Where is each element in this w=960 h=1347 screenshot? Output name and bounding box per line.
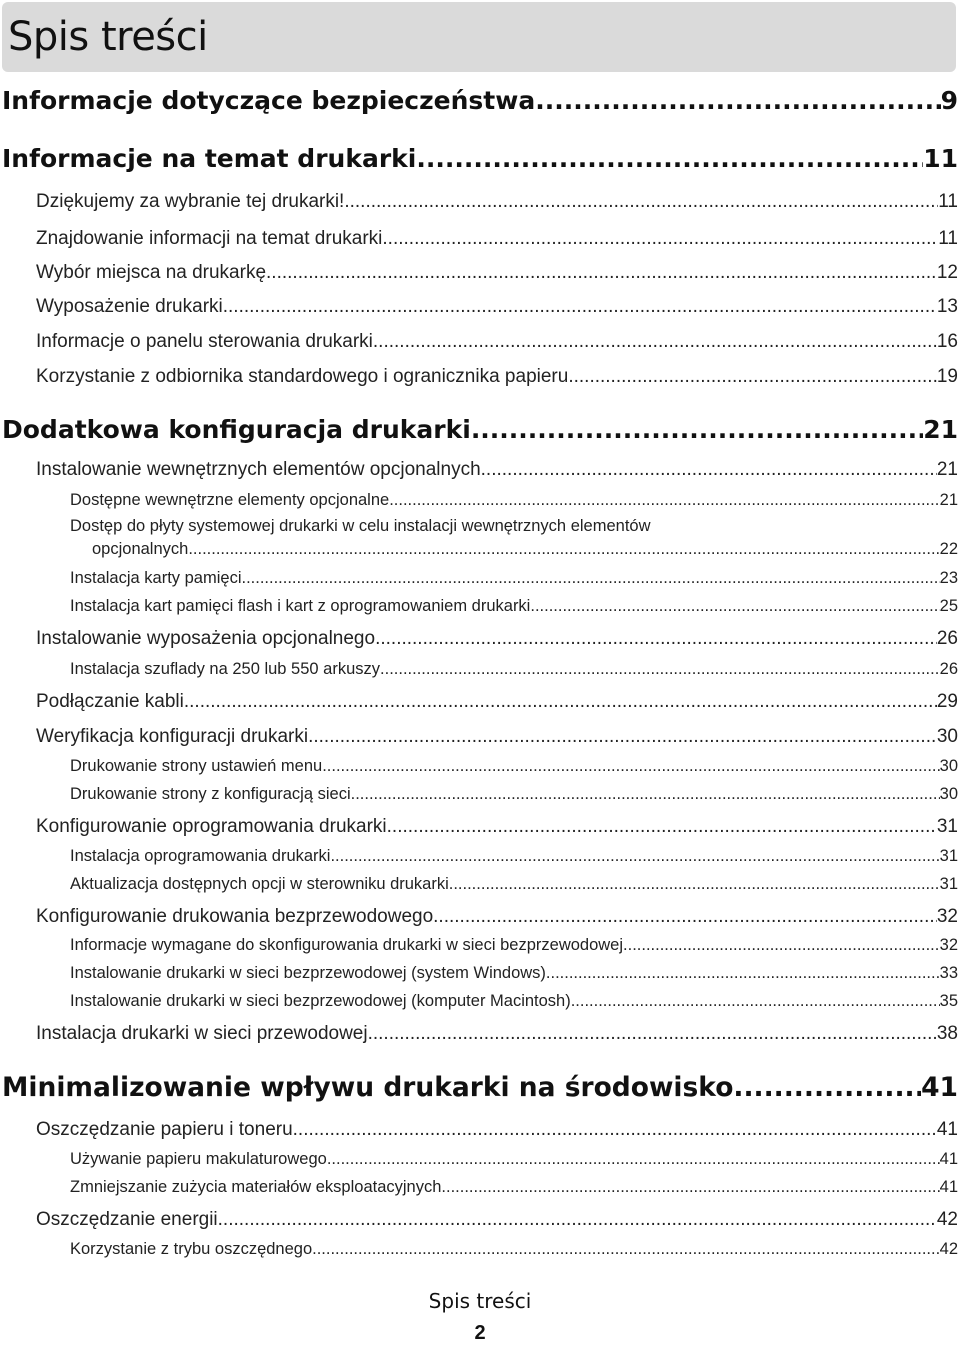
toc-entry-title: Informacje dotyczące bezpieczeństwa <box>2 86 536 115</box>
leader-dots <box>481 459 937 481</box>
toc-entry-title: Korzystanie z trybu oszczędnego <box>70 1240 313 1258</box>
toc-chapter-safety[interactable] <box>2 86 958 115</box>
toc-entry-title: Aktualizacja dostępnych opcji w sterowniku drukarki <box>70 875 449 893</box>
toc-entry[interactable] <box>70 491 958 510</box>
leader-dots <box>530 597 939 616</box>
toc-entry[interactable] <box>36 1119 958 1141</box>
leader-dots <box>387 816 937 838</box>
leader-dots <box>382 228 938 250</box>
toc-entry-page: 31 <box>936 816 958 837</box>
toc-entry[interactable] <box>70 964 958 983</box>
toc-entry[interactable] <box>36 366 958 388</box>
toc-entry-title: Oszczędzanie energii <box>36 1209 218 1230</box>
toc-entry-page: 26 <box>936 628 958 649</box>
leader-dots <box>546 964 940 983</box>
toc-entry-page: 11 <box>938 191 958 212</box>
leader-dots <box>441 1178 939 1197</box>
toc-entry-page: 35 <box>939 992 958 1010</box>
toc-entry-title: Dostępne wewnętrzne elementy opcjonalne <box>70 491 390 509</box>
toc-chapter-printer-info[interactable] <box>2 144 958 173</box>
toc-entry-title: Drukowanie strony z konfiguracją sieci <box>70 785 351 803</box>
toc-entry[interactable] <box>70 1150 958 1169</box>
toc-entry-page: 11 <box>938 228 958 249</box>
footer-section-label: Spis treści <box>428 1289 532 1313</box>
toc-entry-multiline[interactable] <box>70 517 958 559</box>
toc-entry-title: Konfigurowanie oprogramowania drukarki <box>36 816 387 837</box>
toc-entry-title: Znajdowanie informacji na temat drukarki <box>36 228 383 249</box>
toc-entry-page: 41 <box>921 1072 958 1103</box>
toc-entry-title: Instalacja karty pamięci <box>70 569 242 587</box>
toc-entry[interactable] <box>36 726 958 748</box>
leader-dots <box>433 906 937 928</box>
toc-entry-page: 21 <box>923 415 958 444</box>
toc-entry[interactable] <box>36 628 958 650</box>
toc-entry-page: 41 <box>939 1150 958 1168</box>
toc-entry[interactable] <box>36 816 958 838</box>
toc-entry-page: 38 <box>936 1023 958 1044</box>
toc-entry-page: 42 <box>939 1240 958 1258</box>
leader-dots <box>449 875 940 894</box>
toc-entry[interactable] <box>36 296 958 318</box>
toc-entry[interactable] <box>70 757 958 776</box>
toc-entry-title: Instalacja drukarki w sieci przewodowej <box>36 1023 368 1044</box>
leader-dots <box>308 726 937 748</box>
toc-entry-page: 30 <box>936 726 958 747</box>
toc-entry-page: 30 <box>939 785 958 803</box>
toc-entry-page: 41 <box>936 1119 958 1140</box>
toc-entry-title: Podłączanie kabli <box>36 691 184 712</box>
toc-entry[interactable] <box>70 875 958 894</box>
leader-dots <box>568 366 937 388</box>
toc-entry-page: 21 <box>936 459 958 480</box>
toc-entry-title: Zmniejszanie zużycia materiałów eksploatacyjnych <box>70 1178 442 1196</box>
leader-dots <box>368 1023 937 1045</box>
page-title: Spis treści <box>8 14 208 60</box>
toc-entry-title: Instalacja oprogramowania drukarki <box>70 847 331 865</box>
toc-entry-page: 31 <box>939 847 958 865</box>
toc-entry-page: 30 <box>939 757 958 775</box>
toc-entry-page: 25 <box>939 597 958 615</box>
toc-entry-title: Instalacja szuflady na 250 lub 550 arkuszy <box>70 660 381 678</box>
footer-page-number: 2 <box>474 1322 486 1344</box>
toc-entry[interactable] <box>36 191 958 213</box>
toc-entry-title: Korzystanie z odbiornika standardowego i ogranicznika papieru <box>36 366 569 387</box>
toc-entry-page: 11 <box>923 144 958 173</box>
toc-entry-page: 26 <box>939 660 958 678</box>
toc-entry-page: 16 <box>936 331 958 352</box>
leader-dots <box>218 1209 937 1231</box>
toc-entry[interactable] <box>36 1023 958 1045</box>
leader-dots <box>184 691 937 713</box>
toc-entry-title: Instalacja kart pamięci flash i kart z oprogramowaniem drukarki <box>70 597 531 615</box>
toc-entry[interactable] <box>36 906 958 928</box>
toc-entry-title: Dostęp do płyty systemowej drukarki w celu instalacji wewnętrznych elementów <box>70 517 651 535</box>
toc-entry-page: 31 <box>939 875 958 893</box>
leader-dots <box>312 1240 940 1259</box>
leader-dots <box>733 1072 921 1103</box>
toc-entry[interactable] <box>36 459 958 481</box>
toc-entry[interactable] <box>36 228 958 250</box>
leader-dots <box>223 296 937 318</box>
toc-entry-page: 41 <box>939 1178 958 1196</box>
toc-entry-page: 32 <box>936 906 958 927</box>
toc-entry-title: Używanie papieru makulaturowego <box>70 1150 327 1168</box>
toc-entry[interactable] <box>36 262 958 284</box>
toc-entry-page: 9 <box>940 86 958 115</box>
toc-entry[interactable] <box>70 660 958 679</box>
leader-dots <box>389 491 939 510</box>
toc-entry-page: 22 <box>939 540 958 558</box>
toc-entry-title: Konfigurowanie drukowania bezprzewodowego <box>36 906 434 927</box>
toc-entry-title: Drukowanie strony ustawień menu <box>70 757 323 775</box>
toc-entry-page: 19 <box>936 366 958 387</box>
toc-entry-title: Instalowanie wyposażenia opcjonalnego <box>36 628 376 649</box>
toc-entry[interactable] <box>36 1209 958 1231</box>
leader-dots <box>375 628 937 650</box>
leader-dots <box>293 1119 937 1141</box>
toc-entry-page: 13 <box>936 296 958 317</box>
toc-entry-page: 12 <box>936 262 958 283</box>
toc-entry[interactable] <box>70 847 958 866</box>
toc-entry-page: 42 <box>936 1209 958 1230</box>
toc-entry-title: Wyposażenie drukarki <box>36 296 223 317</box>
leader-dots <box>327 1150 940 1169</box>
leader-dots <box>373 331 937 353</box>
leader-dots <box>535 86 940 115</box>
toc-entry-title-continued: opcjonalnych <box>92 540 189 558</box>
toc-entry[interactable] <box>70 1240 958 1259</box>
leader-dots <box>242 569 940 588</box>
leader-dots <box>266 262 937 284</box>
toc-entry-title: Instalowanie wewnętrznych elementów opcjonalnych <box>36 459 481 480</box>
toc-entry-title: Informacje na temat drukarki <box>2 144 417 173</box>
toc-entry-page: 29 <box>936 691 958 712</box>
toc-entry[interactable] <box>70 569 958 588</box>
toc-entry[interactable] <box>36 691 958 713</box>
leader-dots <box>344 191 938 213</box>
toc-chapter-environment[interactable] <box>2 1072 958 1103</box>
toc-entry[interactable] <box>70 992 958 1011</box>
toc-entry-page: 23 <box>939 569 958 587</box>
toc-entry[interactable] <box>70 1178 958 1197</box>
leader-dots <box>380 660 940 679</box>
leader-dots <box>322 757 939 776</box>
toc-entry-page: 33 <box>939 964 958 982</box>
leader-dots <box>330 847 939 866</box>
toc-entry-title: Informacje wymagane do skonfigurowania drukarki w sieci bezprzewodowej <box>70 936 624 954</box>
toc-entry-title: Instalowanie drukarki w sieci bezprzewodowej (system Windows) <box>70 964 546 982</box>
leader-dots <box>623 936 940 955</box>
toc-entry-title: Minimalizowanie wpływu drukarki na środowisko <box>2 1072 734 1103</box>
leader-dots <box>571 992 940 1011</box>
toc-chapter-additional-setup[interactable] <box>2 415 958 444</box>
leader-dots <box>471 415 923 444</box>
toc-entry-title: Dodatkowa konfiguracja drukarki <box>2 415 471 444</box>
toc-entry-title: Dziękujemy za wybranie tej drukarki! <box>36 191 345 212</box>
toc-entry-page: 32 <box>939 936 958 954</box>
toc-entry-title: Oszczędzanie papieru i toneru <box>36 1119 293 1140</box>
toc-entry-title: Weryfikacja konfiguracji drukarki <box>36 726 309 747</box>
toc-entry[interactable] <box>36 331 958 353</box>
leader-dots <box>416 144 923 173</box>
toc-entry[interactable] <box>70 785 958 804</box>
toc-entry-title: Instalowanie drukarki w sieci bezprzewodowej (komputer Macintosh) <box>70 992 571 1010</box>
toc-entry-page: 21 <box>939 491 958 509</box>
leader-dots <box>188 540 939 559</box>
toc-entry[interactable] <box>70 936 958 955</box>
toc-entry[interactable] <box>70 597 958 616</box>
toc-entry-title: Wybór miejsca na drukarkę <box>36 262 267 283</box>
toc-entry-title: Informacje o panelu sterowania drukarki <box>36 331 373 352</box>
leader-dots <box>351 785 940 804</box>
